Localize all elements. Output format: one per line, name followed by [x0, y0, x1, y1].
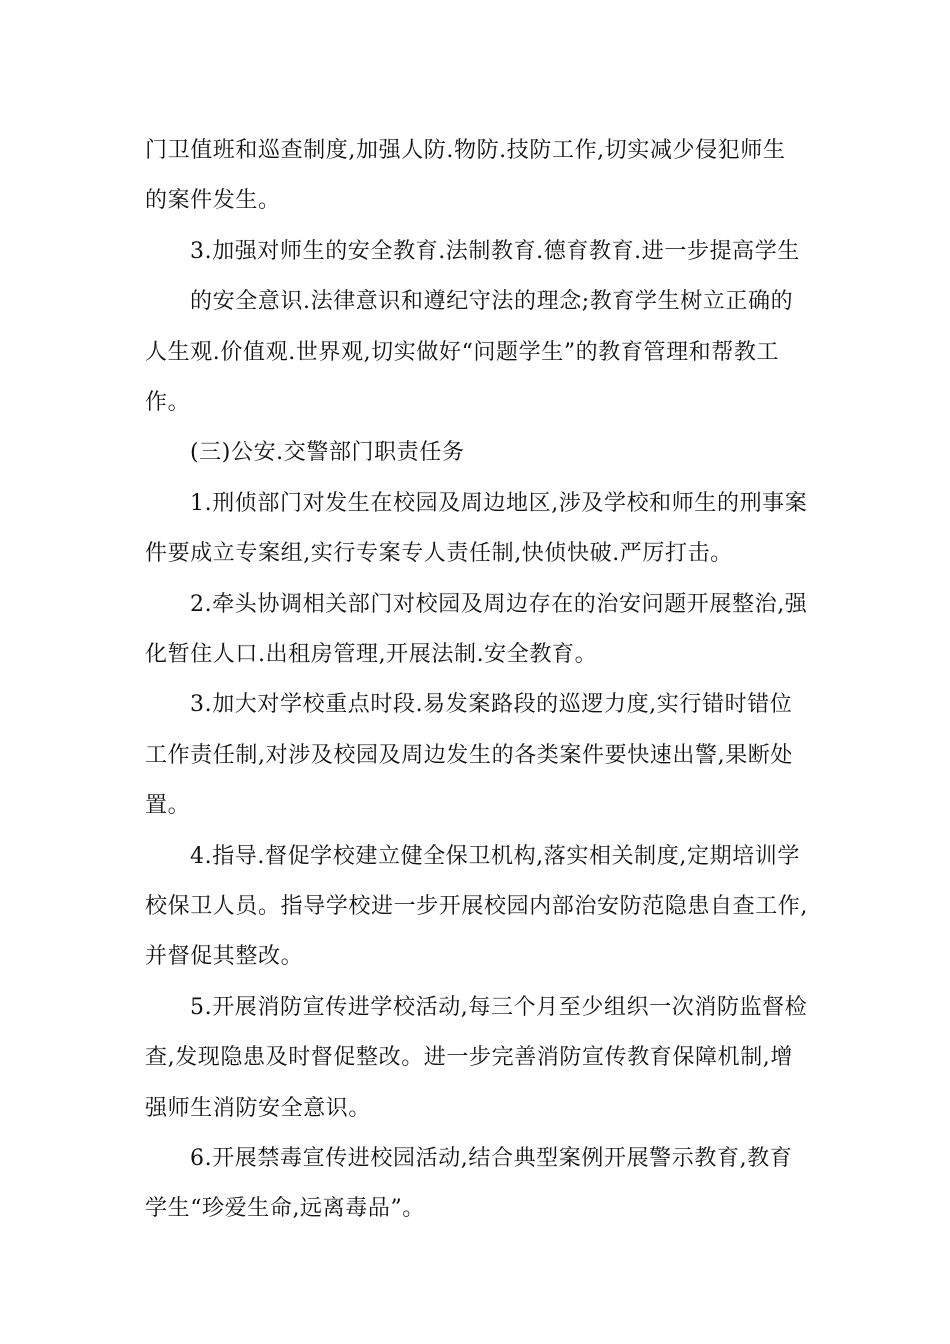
- text-line: 的案件发生。: [145, 188, 281, 213]
- text-line: 6.开展禁毒宣传进校园活动,结合典型案例开展警示教育,教育: [190, 1146, 793, 1171]
- text-line: 查,发现隐患及时督促整改。进一步完善消防宣传教育保障机制,增: [145, 1045, 793, 1070]
- text-line: 2.牵头协调相关部门对校园及周边存在的治安问题开展整治,强: [190, 592, 808, 617]
- text-line: 作。: [145, 390, 191, 415]
- text-line: 1.刑侦部门对发生在校园及周边地区,涉及学校和师生的刑事案: [190, 491, 808, 516]
- text-line: 置。: [145, 793, 191, 818]
- text-line: 门卫值班和巡查制度,加强人防.物防.技防工作,切实减少侵犯师生: [145, 138, 786, 163]
- text-line: 学生“珍爱生命,远离毒品”。: [145, 1196, 425, 1221]
- text-line: 并督促其整改。: [145, 944, 304, 969]
- text-line: 校保卫人员。指导学校进一步开展校园内部治安防范隐患自查工作,: [145, 894, 808, 919]
- text-line: 的安全意识.法律意识和遵纪守法的理念;教育学生树立正确的: [190, 289, 794, 314]
- text-line: 化暂住人口.出租房管理,开展法制.安全教育。: [145, 642, 598, 667]
- text-line: 4.指导.督促学校建立健全保卫机构,落实相关制度,定期培训学: [190, 844, 800, 869]
- text-line: 工作责任制,对涉及校园及周边发生的各类案件要快速出警,果断处: [145, 743, 793, 768]
- text-line: 人生观.价值观.世界观,切实做好“问题学生”的教育管理和帮教工: [145, 340, 780, 365]
- text-line: 件要成立专案组,实行专案专人责任制,快侦快破.严厉打击。: [145, 541, 733, 566]
- text-line: 5.开展消防宣传进学校活动,每三个月至少组织一次消防监督检: [190, 995, 808, 1020]
- text-line: 3.加强对师生的安全教育.法制教育.德育教育.进一步提高学生: [190, 239, 800, 264]
- section-heading: (三)公安.交警部门职责任务: [190, 440, 465, 465]
- text-line: 3.加大对学校重点时段.易发案路段的巡逻力度,实行错时错位: [190, 692, 793, 717]
- text-line: 强师生消防安全意识。: [145, 1096, 372, 1121]
